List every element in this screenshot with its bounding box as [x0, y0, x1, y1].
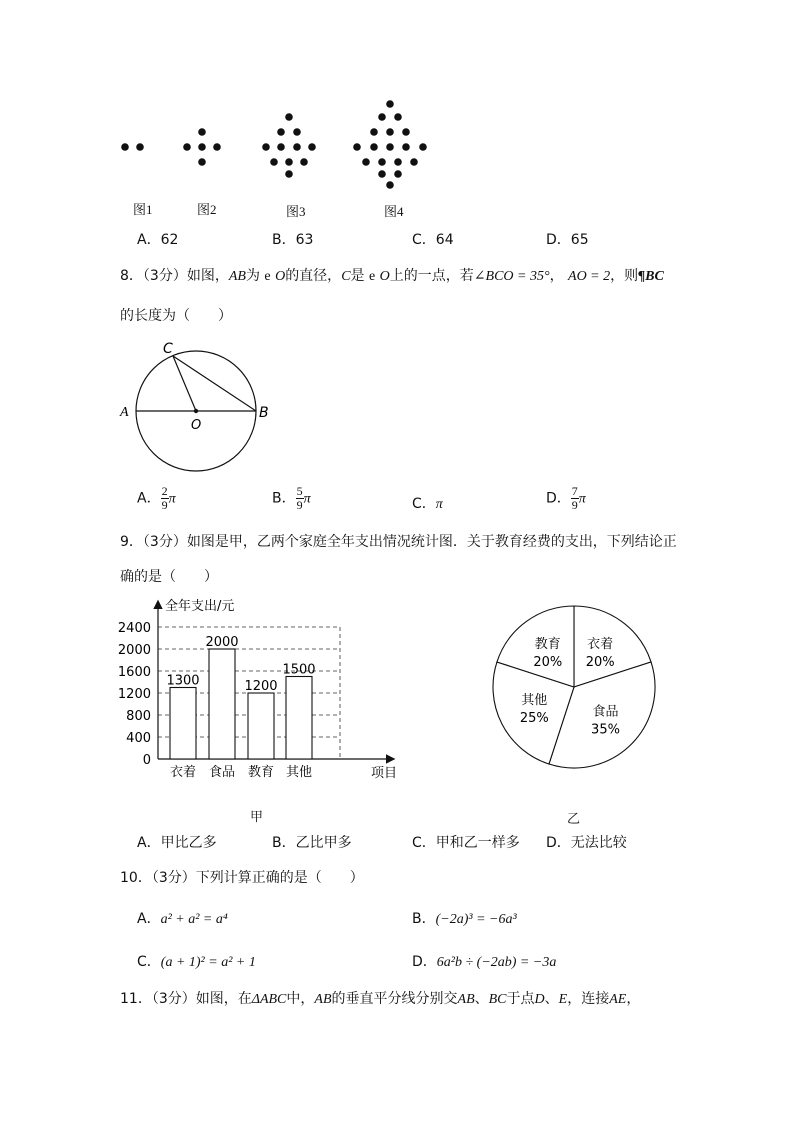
x-category-label: 其他 [285, 765, 313, 780]
q8-option-d[interactable]: D． $\frac{7}{9}$ π [546, 484, 586, 512]
q8-stem-line1: 8．（3分）如图，AB为 e O的直径，C是 e O上的一点，若∠BCO = 35°， AO = 2，则¶BC [120, 268, 664, 284]
x-category-label: 食品 [208, 765, 236, 780]
y-tick-label: 1200 [117, 687, 151, 702]
y-tick-label: 1600 [117, 665, 151, 680]
bar-chart-jia [115, 592, 415, 792]
pie-slice-percent: 25% [519, 711, 549, 727]
figure-2-dots [183, 128, 221, 166]
y-tick-label: 400 [126, 731, 151, 746]
q8-option-b[interactable]: B． $\frac{5}{9}$ π [272, 484, 311, 512]
bar-其他 [286, 677, 312, 760]
point-a-label: A [120, 405, 129, 420]
pie-slice-label: 教育 [534, 636, 561, 652]
segment-cb [173, 356, 256, 411]
q8-stem-line2: 的长度为（ ） [120, 308, 232, 324]
q10-option-a[interactable]: A．a² + a² = a⁴ [137, 911, 228, 927]
q9-option-a[interactable]: A．甲比乙多 [137, 835, 217, 851]
q7-option-c[interactable]: C．64 [412, 232, 454, 248]
q8-option-c[interactable]: C．π [412, 496, 443, 512]
pie-slice-label: 其他 [521, 693, 548, 709]
point-b-label: B [259, 405, 269, 421]
q10-option-c[interactable]: C．(a + 1)² = a² + 1 [137, 954, 256, 970]
figure-1-label: 图1 [133, 202, 153, 217]
q7-option-d[interactable]: D．65 [546, 232, 589, 248]
figure-3-label: 图3 [286, 204, 306, 219]
q10-option-d[interactable]: D．6a²b ÷ (−2ab) = −3a [412, 954, 557, 970]
bar-食品 [209, 649, 235, 759]
y-tick-label: 0 [142, 753, 151, 768]
bar-value-label: 1300 [166, 673, 200, 689]
q8-option-a[interactable]: A． $\frac{2}{9}$ π [137, 484, 176, 512]
bar-value-label: 1200 [244, 679, 278, 694]
figure-2-label: 图2 [197, 202, 217, 217]
point-o-label: O [191, 418, 202, 433]
y-tick-label: 2400 [117, 621, 151, 636]
pie-slice-label: 食品 [592, 704, 619, 720]
pie-slice-label: 衣着 [587, 636, 614, 652]
q7-option-b[interactable]: B．63 [272, 232, 314, 248]
bar-衣着 [170, 688, 196, 760]
x-category-label: 教育 [247, 765, 275, 780]
pie-slice-percent: 20% [585, 654, 615, 670]
q10-option-b[interactable]: B．(−2a)³ = −6a³ [412, 911, 517, 927]
chart-caption-jia: 甲 [250, 810, 264, 825]
x-category-label: 衣着 [169, 765, 197, 780]
q10-stem: 10．（3分）下列计算正确的是（ ） [120, 870, 364, 886]
pie-slice-percent: 35% [591, 722, 620, 738]
q9-option-c[interactable]: C．甲和乙一样多 [412, 835, 520, 851]
center-dot [194, 409, 198, 413]
pie-slice-percent: 20% [533, 654, 563, 670]
q9-option-d[interactable]: D．无法比较 [546, 835, 627, 851]
pie-chart-yi [490, 595, 665, 775]
figure-4-label: 图4 [384, 204, 404, 219]
q7-option-a[interactable]: A．62 [137, 232, 179, 248]
point-c-label: C [163, 341, 173, 357]
y-axis-title: 全年支出/元 [165, 599, 235, 614]
x-axis-title: 项目 [371, 766, 398, 781]
q11-stem: 11．（3分）如图，在ΔABC中，AB的垂直平分线分别交AB、BC于点D、E，连接AE， [120, 991, 641, 1007]
dot-pattern-figures [115, 95, 445, 195]
q9-option-b[interactable]: B．乙比甲多 [272, 835, 352, 851]
q9-stem-line2: 确的是（ ） [120, 569, 218, 585]
bar-value-label: 1500 [282, 662, 316, 678]
chart-caption-yi: 乙 [567, 812, 581, 827]
figure-4-dots [353, 100, 427, 189]
figure-3-dots [262, 113, 316, 178]
bar-教育 [248, 693, 274, 759]
figure-1-dots [121, 143, 144, 151]
q9-stem-line1: 9．（3分）如图是甲，乙两个家庭全年支出情况统计图．关于教育经费的支出，下列结论正 [120, 534, 677, 550]
q8-circle-figure [115, 340, 275, 475]
y-tick-label: 800 [126, 709, 151, 724]
y-tick-label: 2000 [117, 643, 151, 658]
bar-value-label: 2000 [205, 635, 239, 650]
